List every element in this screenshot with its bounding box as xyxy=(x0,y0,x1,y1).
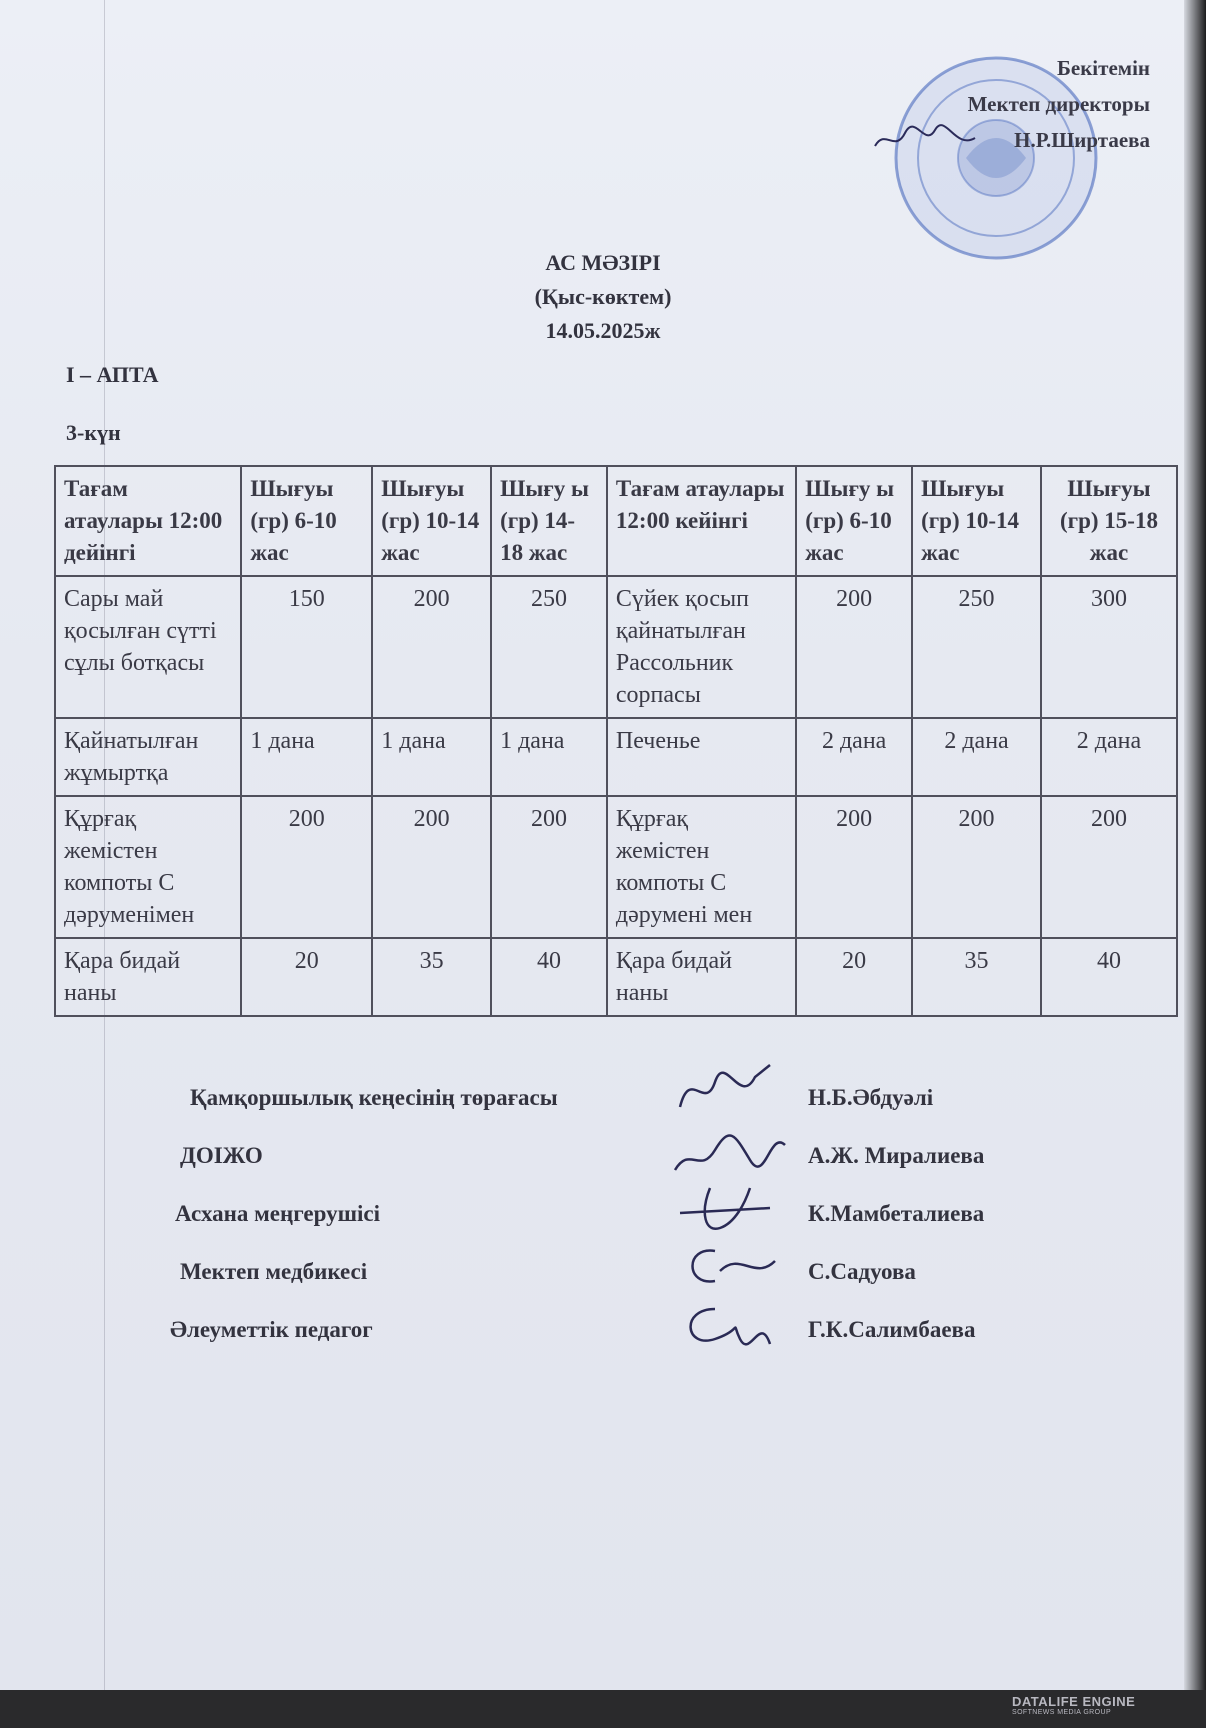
table-cell: 200 xyxy=(1041,796,1177,938)
table-cell: Сары май қосылған сүтті сұлы ботқасы xyxy=(55,576,241,718)
table-cell: 35 xyxy=(372,938,491,1016)
signature-name: Г.К.Салимбаева xyxy=(808,1317,976,1342)
table-cell: 2 дана xyxy=(1041,718,1177,796)
signature-role: Қамқоршылық кеңесінің төрағасы xyxy=(190,1085,558,1110)
signature-row xyxy=(160,1317,1060,1375)
table-row xyxy=(55,576,1177,718)
handwritten-signature xyxy=(660,1289,790,1359)
table-cell: 40 xyxy=(1041,938,1177,1016)
table-cell: 40 xyxy=(491,938,607,1016)
table-cell: 300 xyxy=(1041,576,1177,718)
approval-line: Н.Р.Ширтаева xyxy=(1014,128,1150,152)
signature-block xyxy=(160,1085,1060,1375)
table-cell: 250 xyxy=(912,576,1041,718)
approval-line: Мектеп директоры xyxy=(967,92,1150,116)
document-title-block xyxy=(0,246,1206,348)
table-cell: 200 xyxy=(372,576,491,718)
table-header-cell: Шығуы (гр) 10-14 жас xyxy=(912,466,1041,576)
signature-role: Әлеуметтік педагог xyxy=(170,1317,373,1342)
signature-row xyxy=(160,1085,1060,1143)
table-row xyxy=(55,718,1177,796)
table-cell: Қара бидай наны xyxy=(55,938,241,1016)
week-label: I – АПТА xyxy=(66,362,159,387)
table-cell: 200 xyxy=(372,796,491,938)
day-label: 3-күн xyxy=(66,420,121,445)
watermark xyxy=(1012,1694,1135,1716)
table-cell: 1 дана xyxy=(491,718,607,796)
table-row xyxy=(55,796,1177,938)
signature-row xyxy=(160,1259,1060,1317)
table-cell: 2 дана xyxy=(912,718,1041,796)
signature-role: Асхана меңгерушісі xyxy=(175,1201,381,1226)
document-date: 14.05.2025ж xyxy=(545,318,661,343)
signature-role: Мектеп медбикесі xyxy=(180,1259,368,1284)
table-cell: Құрғақ жемістен компоты С дәруменімен xyxy=(55,796,241,938)
table-header-row xyxy=(55,466,1177,576)
signature-row xyxy=(160,1143,1060,1201)
table-header-cell: Шығуы (гр) 15-18 жас xyxy=(1041,466,1177,576)
table-row xyxy=(55,938,1177,1016)
table-cell: 20 xyxy=(241,938,372,1016)
signature-role: ДОІЖО xyxy=(180,1143,263,1168)
table-cell: 1 дана xyxy=(241,718,372,796)
table-cell: 200 xyxy=(491,796,607,938)
table-header-cell: Шығуы (гр) 10-14 жас xyxy=(372,466,491,576)
table-cell: 1 дана xyxy=(372,718,491,796)
table-cell: 200 xyxy=(241,796,372,938)
document-season: (Қыс-көктем) xyxy=(534,284,672,309)
table-cell: 20 xyxy=(796,938,912,1016)
table-cell: Қара бидай наны xyxy=(607,938,796,1016)
signature-name: Н.Б.Әбдуәлі xyxy=(808,1085,934,1110)
menu-table xyxy=(54,465,1178,1017)
table-header-cell: Тағам атаулары 12:00 дейінгі xyxy=(55,466,241,576)
table-cell: 150 xyxy=(241,576,372,718)
table-cell: 2 дана xyxy=(796,718,912,796)
table-cell: Қайнатылған жұмыртқа xyxy=(55,718,241,796)
paper-edge xyxy=(1184,0,1206,1690)
table-cell: 35 xyxy=(912,938,1041,1016)
table-cell: Печенье xyxy=(607,718,796,796)
watermark-sub: SOFTNEWS MEDIA GROUP xyxy=(1012,1709,1112,1716)
table-header-cell: Тағам атаулары 12:00 кейінгі xyxy=(607,466,796,576)
table-cell: 250 xyxy=(491,576,607,718)
approval-line: Бекітемін xyxy=(1056,56,1150,80)
document-title: АС МӘЗІРІ xyxy=(545,250,661,275)
table-cell: Құрғақ жемістен компоты С дәрумені мен xyxy=(607,796,796,938)
watermark-brand: DATALIFE ENGINE xyxy=(1012,1694,1136,1709)
table-header-cell: Шығу ы (гр) 14-18 жас xyxy=(491,466,607,576)
signature-name: С.Садуова xyxy=(808,1259,916,1284)
signature-name: А.Ж. Миралиева xyxy=(808,1143,985,1168)
signature-row xyxy=(160,1201,1060,1259)
table-cell: 200 xyxy=(912,796,1041,938)
table-header-cell: Шығуы (гр) 6-10 жас xyxy=(241,466,372,576)
table-cell: Сүйек қосып қайнатылған Рассольник сорпасы xyxy=(607,576,796,718)
table-cell: 200 xyxy=(796,576,912,718)
table-header-cell: Шығу ы (гр) 6-10 жас xyxy=(796,466,912,576)
director-signature xyxy=(870,118,980,158)
signature-name: К.Мамбеталиева xyxy=(808,1201,985,1226)
table-cell: 200 xyxy=(796,796,912,938)
